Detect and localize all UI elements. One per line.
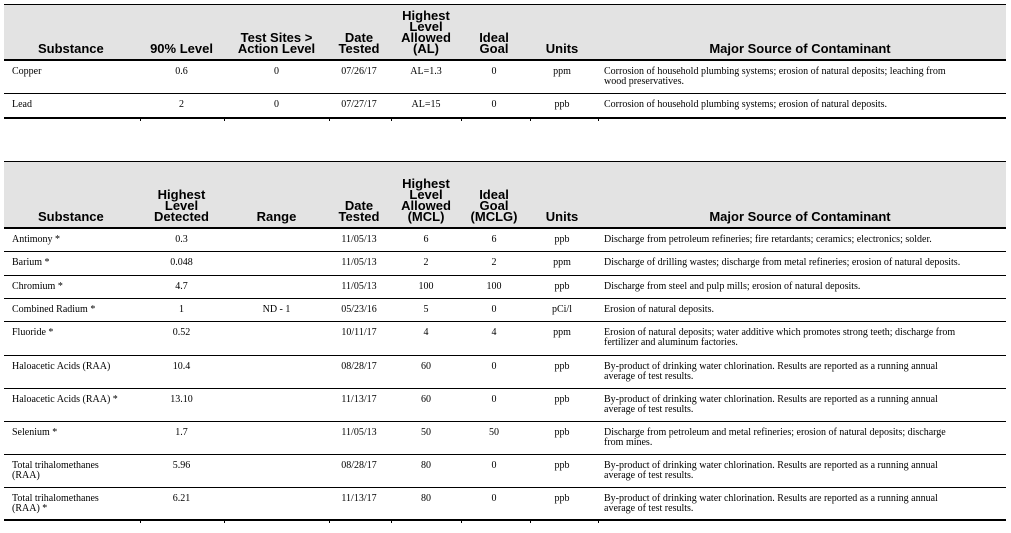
cell-highest-detected: 10.4 xyxy=(172,361,191,372)
cell-goal: 0 xyxy=(491,394,497,405)
header-90-level: 90% Level xyxy=(150,41,213,56)
cell-units: ppb xyxy=(554,234,570,245)
cell-allowed: 60 xyxy=(421,394,431,405)
cell-allowed: 6 xyxy=(423,234,429,245)
table-row xyxy=(4,389,1006,422)
header-ideal-goal: Ideal Goal (MCLG) xyxy=(470,187,518,224)
cell-goal: 50 xyxy=(489,427,499,438)
cell-date: 07/27/17 xyxy=(341,99,377,110)
cell-highest-detected: 5.96 xyxy=(172,460,191,471)
cell-goal: 100 xyxy=(486,281,502,292)
table-row xyxy=(4,299,1006,322)
cell-goal: 4 xyxy=(491,327,497,338)
cell-units: ppb xyxy=(554,460,570,471)
cell-highest-detected: 1.7 xyxy=(175,427,188,438)
cell-units: ppb xyxy=(554,394,570,405)
cell-source: By-product of drinking water chlorination. Results are reported as a running annual average of test results. xyxy=(604,394,938,415)
cell-substance: Barium * xyxy=(12,257,50,268)
cell-allowed: 80 xyxy=(421,460,431,471)
cell-goal: 0 xyxy=(491,493,497,504)
cell-substance: Selenium * xyxy=(12,427,58,438)
cell-substance: Haloacetic Acids (RAA) xyxy=(12,361,111,372)
cell-goal: 2 xyxy=(491,257,497,268)
cell-date: 11/05/13 xyxy=(341,281,377,292)
cell-test-sites: 0 xyxy=(274,99,279,110)
cell-goal: 0 xyxy=(491,361,497,372)
header-major-source: Major Source of Contaminant xyxy=(709,209,891,224)
cell-source: Corrosion of household plumbing systems; erosion of natural deposits; leaching from wood preservatives. xyxy=(604,66,946,87)
cell-test-sites: 0 xyxy=(274,66,279,77)
cell-allowed: 4 xyxy=(423,327,429,338)
cell-highest-detected: 1 xyxy=(179,304,184,315)
cell-date: 11/05/13 xyxy=(341,257,377,268)
cell-substance: Lead xyxy=(12,99,32,110)
cell-source: Erosion of natural deposits. xyxy=(604,304,714,315)
header-test-sites: Test Sites > Action Level xyxy=(237,30,316,56)
cell-goal: 6 xyxy=(491,234,497,245)
cell-highest-detected: 6.21 xyxy=(172,493,191,504)
cell-date: 10/11/17 xyxy=(341,327,377,338)
contaminants-table xyxy=(4,161,1006,521)
cell-goal: 0 xyxy=(491,460,497,471)
cell-units: ppb xyxy=(554,99,570,110)
cell-date: 08/28/17 xyxy=(341,460,377,471)
cell-date: 05/23/16 xyxy=(341,304,377,315)
cell-units: pCi/l xyxy=(551,304,572,315)
cell-substance: Total trihalomethanes (RAA) xyxy=(12,460,99,481)
header-ideal-goal: Ideal Goal xyxy=(479,30,509,56)
cell-date: 11/13/17 xyxy=(341,394,377,405)
cell-date: 11/05/13 xyxy=(341,427,377,438)
header-substance: Substance xyxy=(38,41,104,56)
table-row xyxy=(4,276,1006,299)
cell-units: ppb xyxy=(554,427,570,438)
cell-90-level: 0.6 xyxy=(175,66,188,77)
table-row xyxy=(4,488,1006,521)
cell-allowed: AL=1.3 xyxy=(410,66,442,77)
cell-highest-detected: 0.3 xyxy=(175,234,188,245)
table-row xyxy=(4,229,1006,252)
cell-source: Erosion of natural deposits; water additive which promotes strong teeth; discharge from fertilizer and aluminum factories. xyxy=(604,327,956,348)
cell-units: ppb xyxy=(554,361,570,372)
cell-units: ppm xyxy=(553,66,571,77)
table-row xyxy=(4,422,1006,455)
cell-source: Discharge from petroleum refineries; fire retardants; ceramics; electronics; solder. xyxy=(604,234,932,245)
cell-source: Discharge from petroleum and metal refineries; erosion of natural deposits; discharge from mines. xyxy=(604,427,946,448)
cell-source: Corrosion of household plumbing systems; erosion of natural deposits. xyxy=(604,99,888,110)
cell-range: ND - 1 xyxy=(262,304,291,315)
cell-source: By-product of drinking water chlorination. Results are reported as a running annual average of test results. xyxy=(604,361,938,382)
cell-goal: 0 xyxy=(491,66,497,77)
cell-substance: Total trihalomethanes (RAA) * xyxy=(12,493,99,514)
table-row xyxy=(4,252,1006,276)
cell-units: ppb xyxy=(554,281,570,292)
header-major-source: Major Source of Contaminant xyxy=(709,41,891,56)
cell-source: Discharge from steel and pulp mills; erosion of natural deposits. xyxy=(604,281,861,292)
cell-90-level: 2 xyxy=(179,99,184,110)
cell-allowed: 60 xyxy=(421,361,431,372)
cell-allowed: 2 xyxy=(423,257,429,268)
cell-highest-detected: 0.52 xyxy=(172,327,191,338)
header-highest-allowed: Highest Level Allowed (MCL) xyxy=(401,176,451,224)
header-range: Range xyxy=(256,209,297,224)
cell-goal: 0 xyxy=(491,304,497,315)
cell-source: By-product of drinking water chlorination. Results are reported as a running annual average of test results. xyxy=(604,460,938,481)
header-highest-allowed: Highest Level Allowed (AL) xyxy=(401,8,451,56)
cell-source: By-product of drinking water chlorination. Results are reported as a running annual average of test results. xyxy=(604,493,938,514)
table-row xyxy=(4,94,1006,119)
lead-copper-table xyxy=(4,4,1006,119)
header-units: Units xyxy=(545,41,579,56)
header-units: Units xyxy=(545,209,579,224)
cell-substance: Haloacetic Acids (RAA) * xyxy=(12,394,118,405)
cell-substance: Copper xyxy=(12,66,42,77)
table-row xyxy=(4,61,1006,94)
cell-allowed: 5 xyxy=(423,304,429,315)
header-date-tested: Date Tested xyxy=(338,30,380,56)
cell-allowed: AL=15 xyxy=(411,99,441,110)
table-row xyxy=(4,455,1006,488)
table-body xyxy=(4,229,1006,521)
cell-units: ppm xyxy=(553,327,571,338)
cell-highest-detected: 0.048 xyxy=(170,257,193,268)
cell-date: 11/13/17 xyxy=(341,493,377,504)
cell-units: ppb xyxy=(554,493,570,504)
cell-source: Discharge of drilling wastes; discharge from metal refineries; erosion of natural deposits. xyxy=(604,257,961,268)
table-row xyxy=(4,356,1006,389)
cell-date: 11/05/13 xyxy=(341,234,377,245)
header-substance: Substance xyxy=(38,209,104,224)
table-row xyxy=(4,322,1006,356)
cell-highest-detected: 4.7 xyxy=(175,281,188,292)
cell-goal: 0 xyxy=(491,99,497,110)
cell-highest-detected: 13.10 xyxy=(170,394,193,405)
header-date-tested: Date Tested xyxy=(338,198,380,224)
cell-allowed: 80 xyxy=(421,493,431,504)
table-header xyxy=(4,4,1006,61)
cell-substance: Fluoride * xyxy=(12,327,54,338)
header-highest-detected: Highest Level Detected xyxy=(154,187,209,224)
cell-allowed: 100 xyxy=(418,281,434,292)
cell-substance: Antimony * xyxy=(12,234,61,245)
cell-substance: Combined Radium * xyxy=(12,304,96,315)
table-header xyxy=(4,161,1006,229)
cell-date: 08/28/17 xyxy=(341,361,377,372)
cell-substance: Chromium * xyxy=(12,281,63,292)
cell-date: 07/26/17 xyxy=(341,66,377,77)
cell-units: ppm xyxy=(553,257,571,268)
cell-allowed: 50 xyxy=(421,427,431,438)
